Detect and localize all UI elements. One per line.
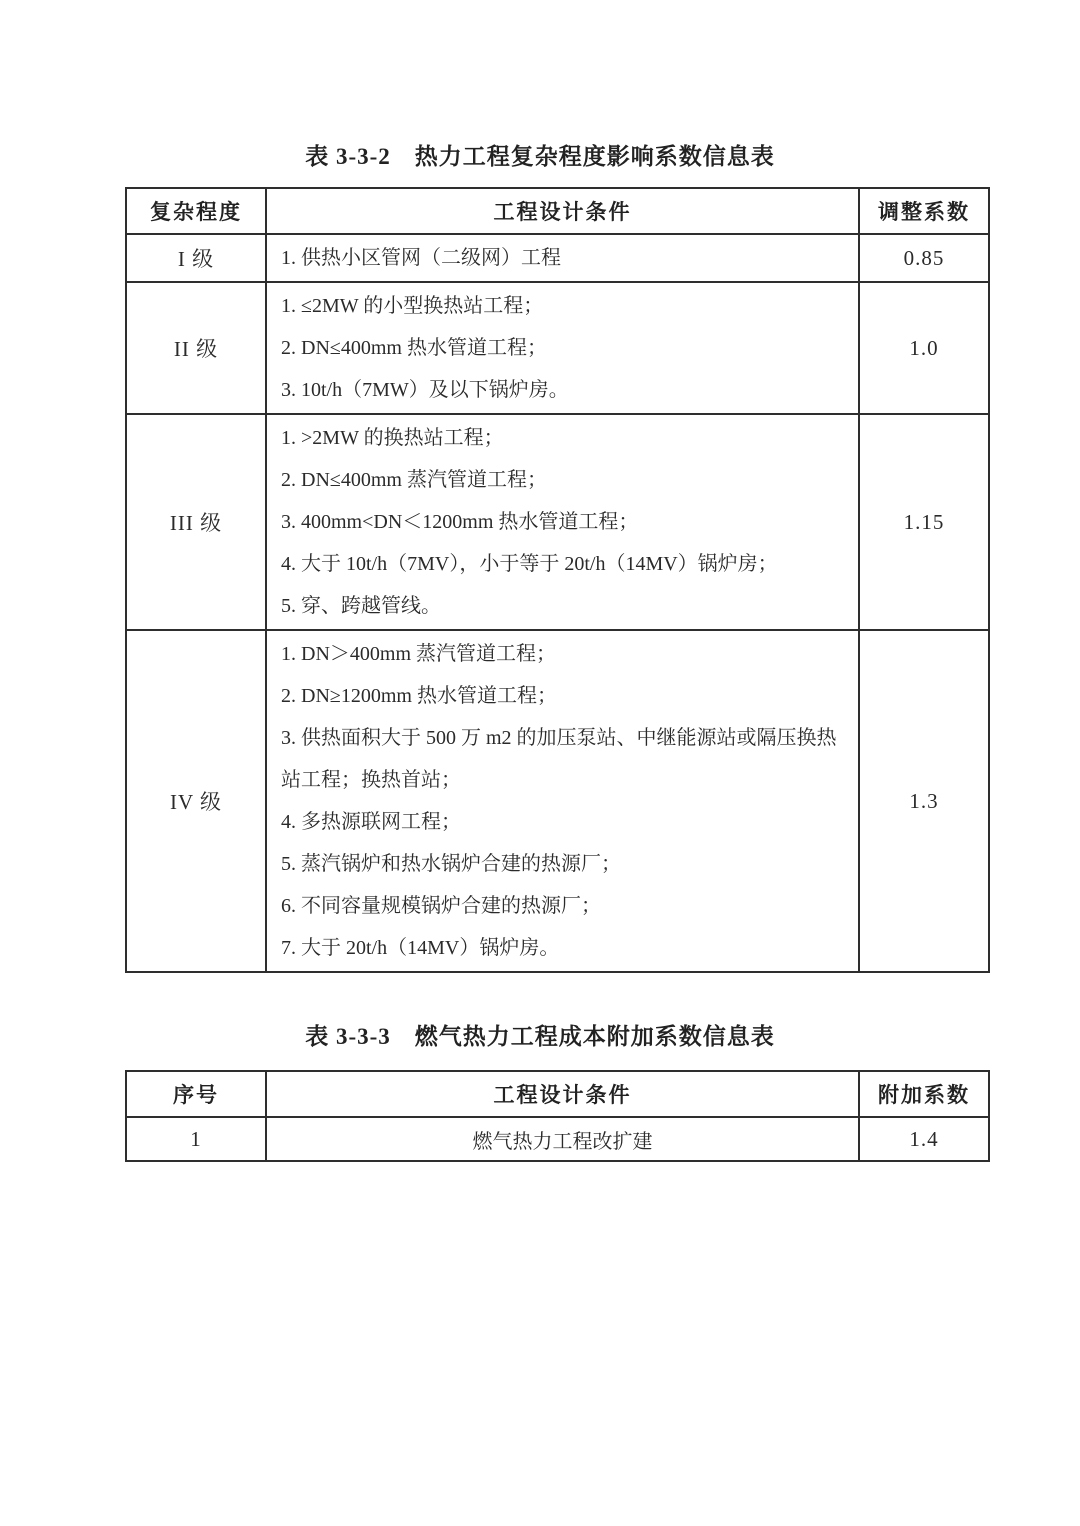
coefficient-cell: 1.0 [859,282,989,414]
condition-line: 5. 穿、跨越管线。 [281,595,441,617]
level-cell: II 级 [126,282,266,414]
condition-line: 1. 供热小区管网（二级网）工程 [281,247,561,269]
coefficient-cell: 0.85 [859,234,989,282]
surcharge-coefficient-table [125,1070,990,1162]
coefficient-cell: 1.3 [859,630,989,972]
condition-line: 3. 供热面积大于 500 万 m2 的加压泵站、中继能源站或隔压换热站工程；换热首站； [281,727,837,791]
condition-line: 1. DN＞400mm 蒸汽管道工程； [281,643,556,665]
conditions-cell [266,282,859,414]
condition-line: 5. 蒸汽锅炉和热水锅炉合建的热源厂； [281,853,621,875]
table1-header-row [126,188,989,234]
level-cell: III 级 [126,414,266,630]
index-cell: 1 [126,1117,266,1161]
condition-line: 4. 大于 10t/h（7MV），小于等于 20t/h（14MV）锅炉房； [281,553,778,575]
table1-header-coefficient: 调整系数 [859,188,989,234]
conditions-cell [266,630,859,972]
coefficient-cell: 1.15 [859,414,989,630]
condition-line: 2. DN≥1200mm 热水管道工程； [281,685,557,707]
table2-header-index: 序号 [126,1071,266,1117]
condition-line: 2. DN≤400mm 蒸汽管道工程； [281,469,547,491]
table2-header-coefficient: 附加系数 [859,1071,989,1117]
table2-row-1 [126,1117,989,1161]
table1-row-level4 [126,630,989,972]
level-cell: I 级 [126,234,266,282]
conditions-cell [266,234,859,282]
table2-header-conditions: 工程设计条件 [266,1071,859,1117]
condition-line: 6. 不同容量规模锅炉合建的热源厂； [281,895,601,917]
coefficient-cell: 1.4 [859,1117,989,1161]
condition-line: 3. 400mm<DN＜1200mm 热水管道工程； [281,511,639,533]
table1-row-level3 [126,414,989,630]
table1-header-conditions: 工程设计条件 [266,188,859,234]
table1-row-level2 [126,282,989,414]
condition-line: 1. ≤2MW 的小型换热站工程； [281,295,544,317]
conditions-cell [266,414,859,630]
table1-title: 表 3-3-2 热力工程复杂程度影响系数信息表 [305,144,775,169]
condition-line: 4. 多热源联网工程； [281,811,461,833]
level-cell: IV 级 [126,630,266,972]
condition-line: 2. DN≤400mm 热水管道工程； [281,337,547,359]
table2-header-row [126,1071,989,1117]
condition-line: 3. 10t/h（7MW）及以下锅炉房。 [281,379,569,401]
table1-header-complexity: 复杂程度 [126,188,266,234]
table1-row-level1 [126,234,989,282]
complexity-coefficient-table [125,187,990,973]
condition-line: 1. >2MW 的换热站工程； [281,427,504,449]
condition-cell: 燃气热力工程改扩建 [266,1117,859,1161]
table2-title: 表 3-3-3 燃气热力工程成本附加系数信息表 [305,1024,775,1049]
condition-line: 7. 大于 20t/h（14MV）锅炉房。 [281,937,560,959]
